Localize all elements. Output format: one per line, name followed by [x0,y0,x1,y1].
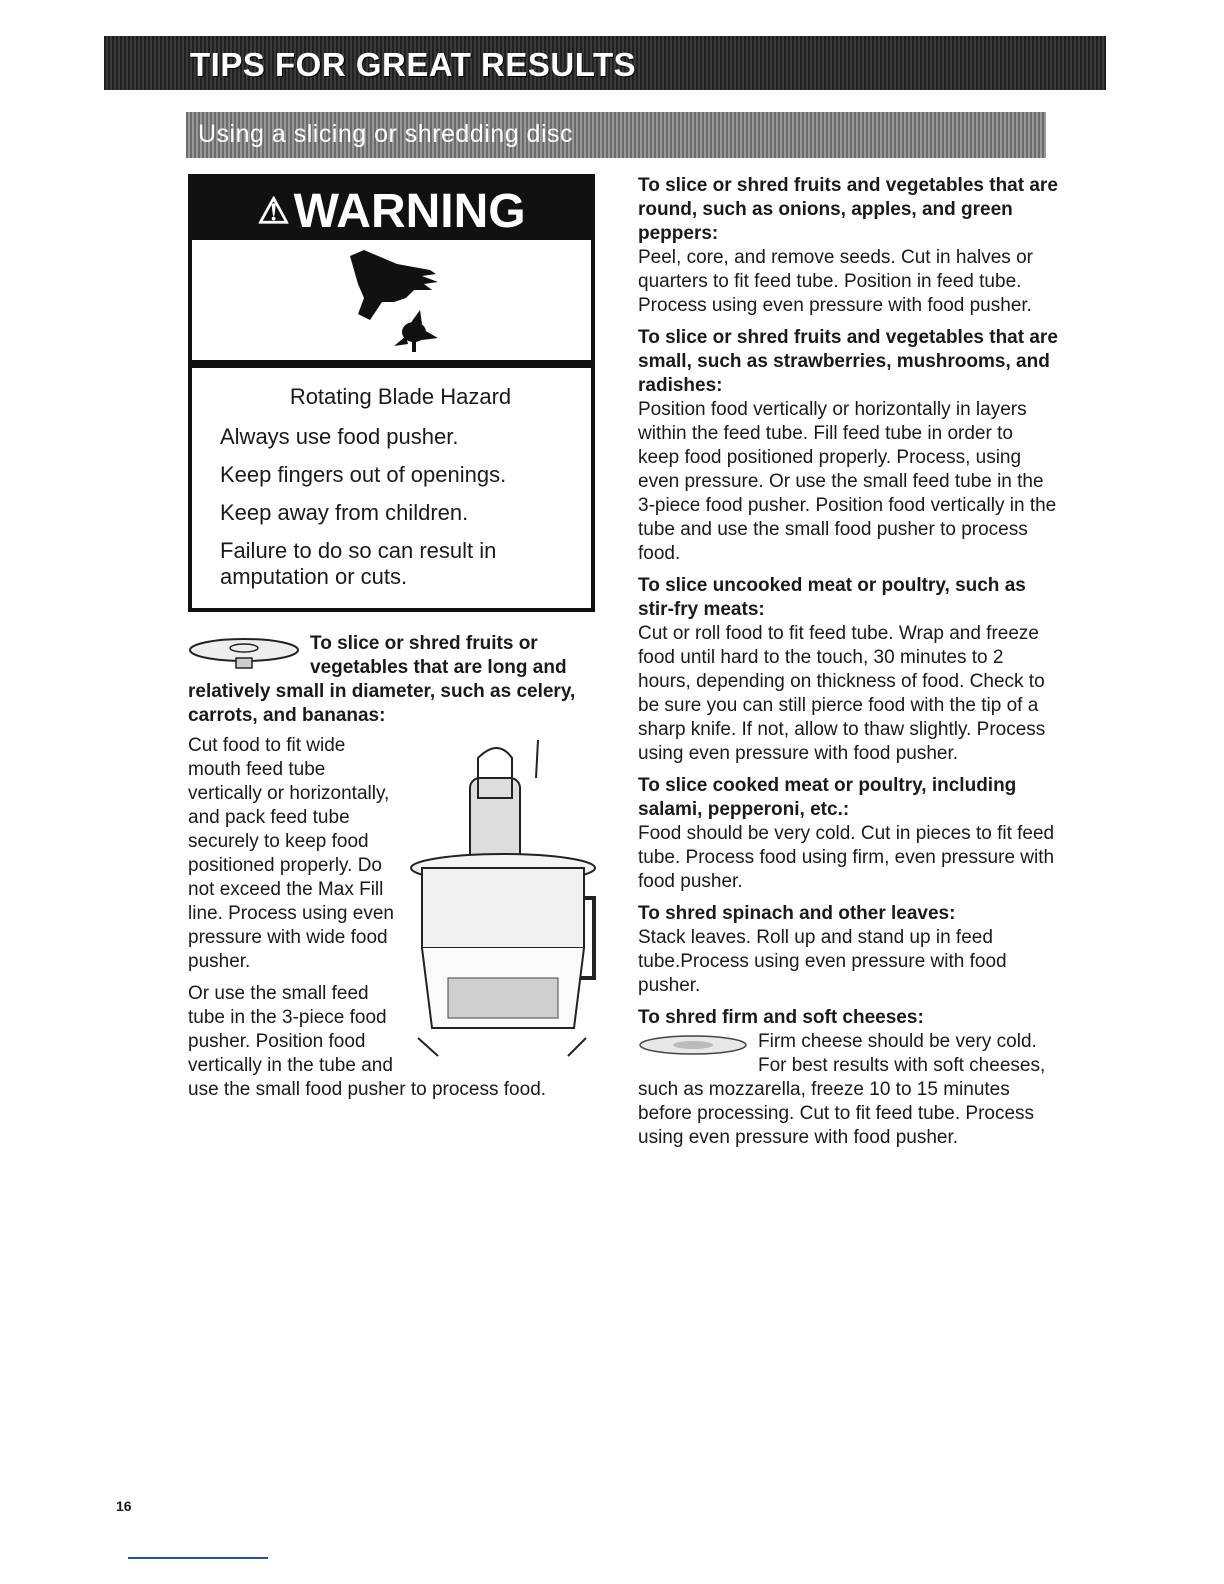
section-body: Peel, core, and remove seeds. Cut in halves or quarters to fit feed tube. Position in feed tube. Process using even pressure with food pusher. [638,247,1033,316]
right-column [638,174,1058,1158]
warning-line: Keep fingers out of openings. [220,462,507,487]
section-heading: To slice uncooked meat or poultry, such as stir-fry meats: [638,575,1026,620]
page-title: TIPS FOR GREAT RESULTS [190,46,637,83]
section-heading: To shred firm and soft cheeses: [638,1007,924,1028]
section-heading: To slice or shred fruits and vegetables that are round, such as onions, apples, and green peppers: [638,175,1058,244]
section-body: Food should be very cold. Cut in pieces to fit feed tube. Process food using firm, even pressure with food pusher. [638,823,1055,892]
warning-line: Failure to do so can result in amputation or cuts. [220,538,497,589]
header-bar [104,36,1106,90]
warning-heading [192,178,591,240]
warning-box [188,174,595,612]
hazard-title: Rotating Blade Hazard [289,384,512,409]
page-number: 16 [116,1498,132,1514]
section-heading: To slice cooked meat or poultry, including salami, pepperoni, etc.: [638,775,1017,820]
subheader-bar [186,112,1046,158]
food-processor-illustration [408,738,598,1058]
warning-divider [192,360,591,368]
section-body: Or use the small feed tube in the 3-piece food pusher. Position food vertically in the tube and use the small food pusher to process food. [188,983,547,1100]
section-body: Stack leaves. Roll up and stand up in feed tube.Process using even pressure with food pusher. [638,927,1007,996]
bottom-rule [128,1557,268,1559]
warning-line: Always use food pusher. [220,424,459,449]
section-heading: To shred spinach and other leaves: [638,903,956,924]
warning-heading-text: WARNING [293,185,526,238]
section-heading: To slice or shred fruits or vegetables that are long and relatively small in diameter, such as celery, carrots, and bananas: [188,633,576,726]
section-body: Position food vertically or horizontally in layers within the feed tube. Fill feed tube in order to keep food positioned properly. Process, using even pressure. Or use the small feed tube in the 3-piece food pusher. Position food vertically in the tube and use the small food pusher to process food. [638,399,1057,564]
slicing-disc-icon [188,636,300,672]
left-section [188,632,598,1110]
section-title: Using a slicing or shredding disc [198,120,574,148]
hand-blade-icon [192,240,591,360]
warning-triangle-icon: ⚠ [257,190,290,231]
warning-line: Keep away from children. [220,500,469,525]
shredding-disc-icon [638,1034,748,1056]
section-body: Cut food to fit wide mouth feed tube vertically or horizontally, and pack feed tube securely to keep food positioned properly. Do not exceed the Max Fill line. Process using even pressure with wide food pusher. [188,735,394,972]
section-heading: To slice or shred fruits and vegetables that are small, such as strawberries, mushrooms, and radishes: [638,327,1058,396]
section-body: Firm cheese should be very cold. For best results with soft cheeses, such as mozzarella, freeze 10 to 15 minutes before processing. Cut to fit feed tube. Process using even pressure with food pusher. [638,1031,1046,1148]
warning-text [220,384,581,602]
section-body: Cut or roll food to fit feed tube. Wrap and freeze food until hard to the touch, 30 minutes to 2 hours, depending on thickness of food. Check to be sure you can still pierce food with the tip of a sharp knife. If not, allow to thaw slightly. Process using even pressure with food pusher. [638,623,1046,764]
